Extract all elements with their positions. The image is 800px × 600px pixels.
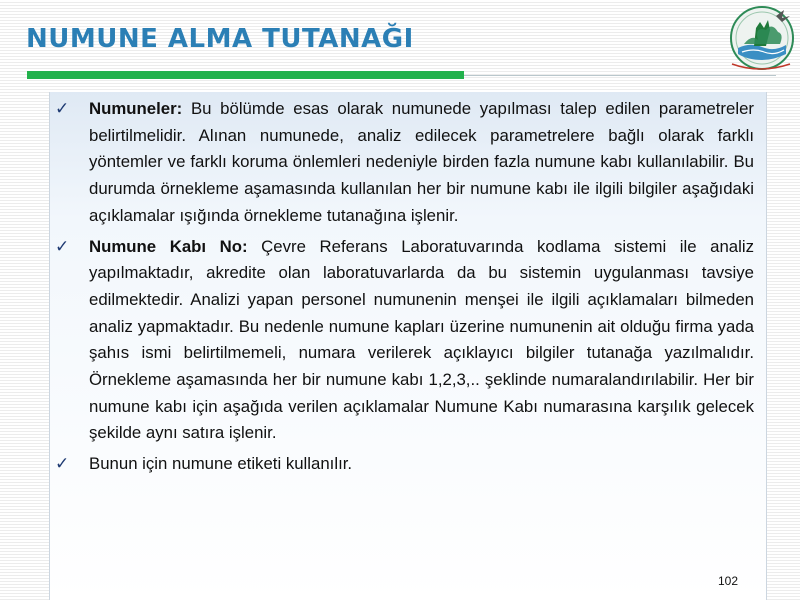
checkmark-icon: ✓ bbox=[55, 454, 70, 475]
bullet-label-usage bbox=[50, 451, 766, 478]
accent-rule bbox=[27, 71, 464, 79]
bullet-label: Numuneler: bbox=[89, 99, 183, 118]
slide-title: NUMUNE ALMA TUTANAĞI bbox=[26, 24, 414, 54]
bullet-list bbox=[50, 96, 766, 482]
bullet-container-no bbox=[50, 234, 766, 448]
page-number: 102 bbox=[717, 574, 738, 588]
bullet-samples bbox=[50, 96, 766, 230]
thin-rule bbox=[464, 75, 776, 76]
bullet-text: Bunun için numune etiketi kullanılır. bbox=[89, 454, 353, 474]
ministry-emblem-icon bbox=[724, 4, 796, 72]
bullet-text: Çevre Referans Laboratuvarında kodlama sistemi ile analiz yapılmaktadır, akredite olan laboratuvarlarda da bu sistemin uygulanması tavsiye edilmektedir. Analizi yapan personel numunenin menşei ile ilgili açıklamaları bilmeden analiz yapmaktadır. Bu nedenle numune kapları üzerine numunenin ait olduğu firma yada şahıs ismi belirtilmemeli, numara verilerek açıklayıcı bilgiler tutanağa yazılmalıdır. Örnekleme aşamasında her bir numune kabı 1,2,3,.. şeklinde numaralandırılabilir. Her bir numune kabı için aşağıda verilen açıklamalar Numune Kabı numarasına karşılık gelecek şekilde aynı satıra işlenir. bbox=[89, 236, 754, 443]
checkmark-icon: ✓ bbox=[55, 236, 70, 257]
checkmark-icon: ✓ bbox=[55, 99, 70, 119]
content-panel bbox=[49, 92, 767, 600]
bullet-label: Numune Kabı No: bbox=[89, 236, 248, 256]
bullet-text: Bu bölümde esas olarak numunede yapılması talep edilen parametreler belirtilmelidir. Alınan numunede, analiz edilecek parametrelere bağlı olarak farklı yöntemler ve farklı koruma önlemleri nedeniyle birden fazla numune kabı kullanılabilir. Bu durumda örnekleme aşamasında kullanılan her bir numune kabı ile ilgili bilgiler aşağıdaki açıklamalar ışığında örnekleme tutanağına işlenir. bbox=[89, 99, 754, 225]
